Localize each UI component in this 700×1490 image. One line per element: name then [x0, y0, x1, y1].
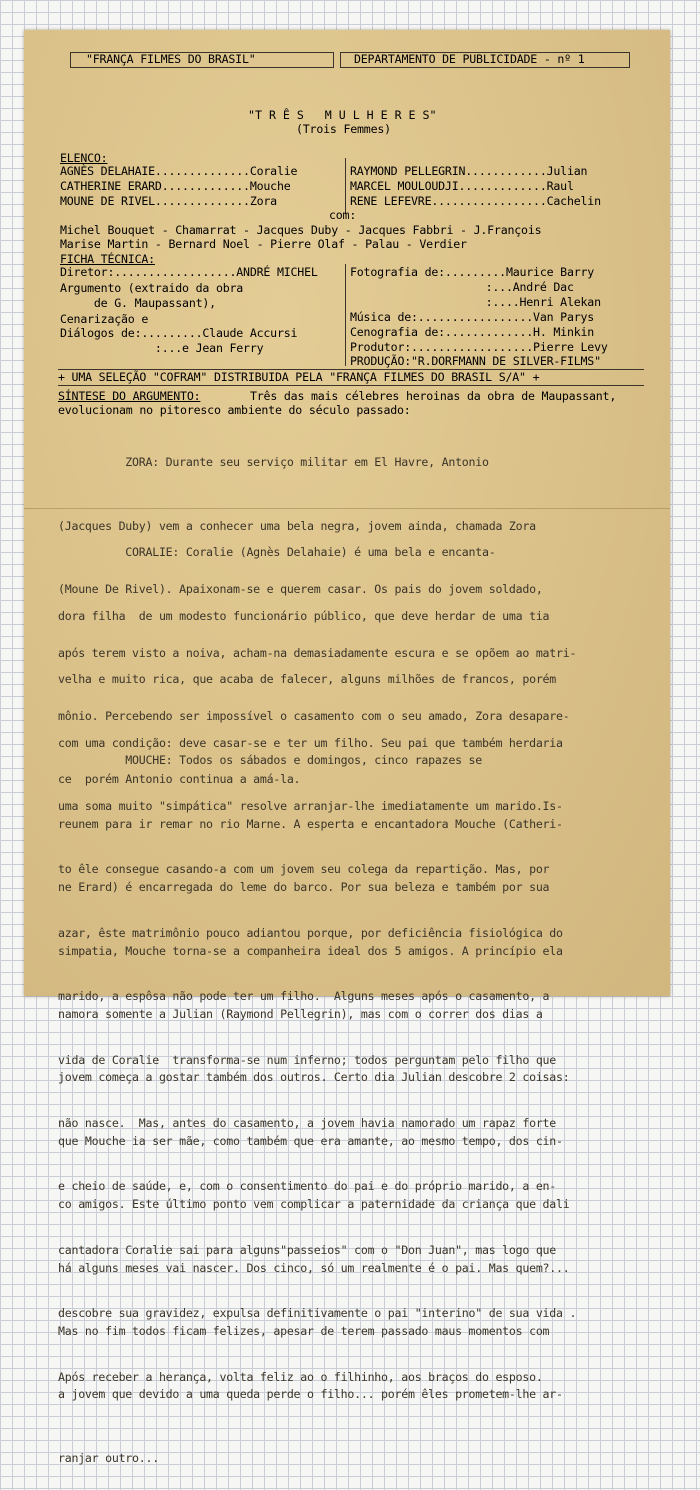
text-line: ce porém Antonio continua a amá-la. [58, 772, 301, 787]
synopsis-heading: SÍNTESE DO ARGUMENTO: [58, 389, 201, 403]
ficha-heading: FICHA TÉCNICA: [60, 252, 155, 266]
text-line: Mas no fim todos ficam felizes, apesar de terem passado maus momentos com [58, 1324, 550, 1339]
text-line: jovem começa a gostar também dos outros. Certo dia Julian descobre 2 coisas: [58, 1070, 570, 1085]
text-line: reunem para ir remar no rio Marne. A esperta e encantadora Mouche (Catheri- [58, 816, 563, 831]
text-line: Após receber a herança, volta feliz ao o filhinho, aos braços do esposo. [58, 1369, 543, 1384]
cast-line: RENE LEFEVRE.................Cachelin [350, 194, 601, 208]
text-line: não nasce. Mas, antes do casamento, a jovem havia namorado um rapaz forte [58, 1116, 557, 1131]
text-line: ZORA: Durante seu serviço militar em El Havre, Antonio [58, 455, 489, 470]
text-line: namora somente a Julian (Raymond Pellegrin), mas com o correr dos dias a [58, 1007, 543, 1022]
cast-line: MARCEL MOULOUDJI.............Raul [350, 179, 574, 193]
text-line: que Mouche ia ser mãe, como também que era amante, ao mesmo tempo, dos cin- [58, 1133, 563, 1148]
crew-line: Diálogos de:.........Claude Accursi [60, 326, 298, 340]
elenco-divider [345, 158, 346, 214]
text-line: azar, êste matrimônio pouco adiantou porque, por deficiência fisiológica do [58, 925, 563, 940]
crew-line: Música de:.................Van Parys [350, 310, 595, 324]
crew-line: de G. Maupassant), [60, 296, 216, 310]
text-line: e cheio de saúde, e, com o consentimento do pai e do próprio marido, a en- [58, 1179, 557, 1194]
company-name: "FRANÇA FILMES DO BRASIL" [86, 52, 256, 66]
crew-line: Cenografia de:.............H. Minkin [350, 325, 595, 339]
text-line: MOUCHE: Todos os sábados e domingos, cinco rapazes se [58, 753, 482, 768]
film-subtitle: (Trois Femmes) [296, 122, 391, 136]
producao-line: PRODUÇÃO:"R.DORFMANN DE SILVER-FILMS" [350, 354, 601, 368]
crew-line: :...e Jean Ferry [60, 341, 264, 355]
crew-line: :...André Dac [350, 280, 574, 294]
text-line: ranjar outro... [58, 1450, 159, 1465]
crew-line: Cenarização e [60, 312, 149, 326]
text-line: cantadora Coralie sai para alguns"passeios" com o "Don Juan", mas logo que [58, 1242, 557, 1257]
department-label: DEPARTAMENTO DE PUBLICIDADE - nº 1 [354, 52, 585, 66]
text-line: marido, a espôsa não pode ter um filho. Alguns meses após o casamento, a [58, 989, 550, 1004]
elenco-heading: ELENCO: [60, 151, 108, 165]
text-line: (Jacques Duby) vem a conhecer uma bela negra, jovem ainda, chamada Zora [58, 518, 536, 533]
selection-bottom-rule [58, 385, 644, 386]
crew-line: Produtor:..................Pierre Levy [350, 340, 608, 354]
cast-line: AGNÈS DELAHAIE..............Coralie [60, 164, 298, 178]
com-label: com: [329, 208, 357, 222]
text-line: co amigos. Este último ponto vem complicar a paternidade da criança que dali [58, 1197, 570, 1212]
crew-line: Argumento (extraido da obra [60, 281, 244, 295]
mouche-paragraph [58, 716, 648, 1490]
crew-line: :....Henri Alekan [350, 295, 601, 309]
cast-line: RAYMOND PELLEGRIN............Julian [350, 164, 588, 178]
synopsis-intro: Três das mais célebres heroinas da obra de Maupassant, [250, 389, 617, 403]
text-line: há alguns meses vai nascer. Dos cinco, só um realmente é o pai. Mas quem?... [58, 1260, 570, 1275]
text-line: descobre sua gravidez, expulsa definitivamente o pai "interino" de sua vida . [58, 1306, 577, 1321]
synopsis-intro-line: evolucionam no pitoresco ambiente do século passado: [58, 403, 411, 417]
text-line: simpatia, Mouche torna-se a companheira ideal dos 5 amigos. A princípio ela [58, 943, 563, 958]
film-title: "T R Ê S M U L H E R E S" [248, 108, 437, 122]
cast-line: MOUNE DE RIVEL..............Zora [60, 194, 277, 208]
text-line: velha e muito rica, que acaba de falecer, alguns milhões de francos, porém [58, 672, 557, 687]
text-line: CORALIE: Coralie (Agnès Delahaie) é uma bela e encanta- [58, 545, 496, 560]
text-line: to êle consegue casando-a com um jovem seu colega da repartição. Mas, por [58, 862, 550, 877]
text-line: a jovem que devido a uma queda perde o filho... porém êles prometem-lhe ar- [58, 1387, 563, 1402]
text-line: dora filha de um modesto funcionário público, que deve herdar de uma tia [58, 608, 550, 623]
text-line: ne Erard) é encarregada do leme do barco. Por sua beleza e também por sua [58, 880, 550, 895]
crew-line: Fotografia de:.........Maurice Barry [350, 265, 595, 279]
text-line: vida de Coralie transforma-se num inferno; todos perguntam pelo filho que [58, 1052, 557, 1067]
text-line: após terem visto a noiva, acham-na demasiadamente escura e se opõem ao matri- [58, 645, 577, 660]
ficha-divider [345, 264, 346, 366]
supporting-cast-line: Marise Martin - Bernard Noel - Pierre Olaf - Palau - Verdier [60, 237, 467, 251]
text-line: com uma condição: deve casar-se e ter um filho. Seu pai que também herdaria [58, 735, 563, 750]
cast-line: CATHERINE ERARD.............Mouche [60, 179, 291, 193]
text-line: uma soma muito "simpática" resolve arranjar-lhe imediatamente um marido.Is- [58, 799, 563, 814]
supporting-cast-line: Michel Bouquet - Chamarrat - Jacques Duby - Jacques Fabbri - J.François [60, 223, 542, 237]
selection-line: + UMA SELEÇÃO "COFRAM" DISTRIBUIDA PELA "FRANÇA FILMES DO BRASIL S/A" + [58, 370, 540, 384]
crew-line: Diretor:..................ANDRÉ MICHEL [60, 265, 318, 279]
text-line: mônio. Percebendo ser impossível o casamento com o seu amado, Zora desapare- [58, 709, 570, 724]
text-line: (Moune De Rivel). Apaixonam-se e querem casar. Os pais do jovem soldado, [58, 582, 543, 597]
